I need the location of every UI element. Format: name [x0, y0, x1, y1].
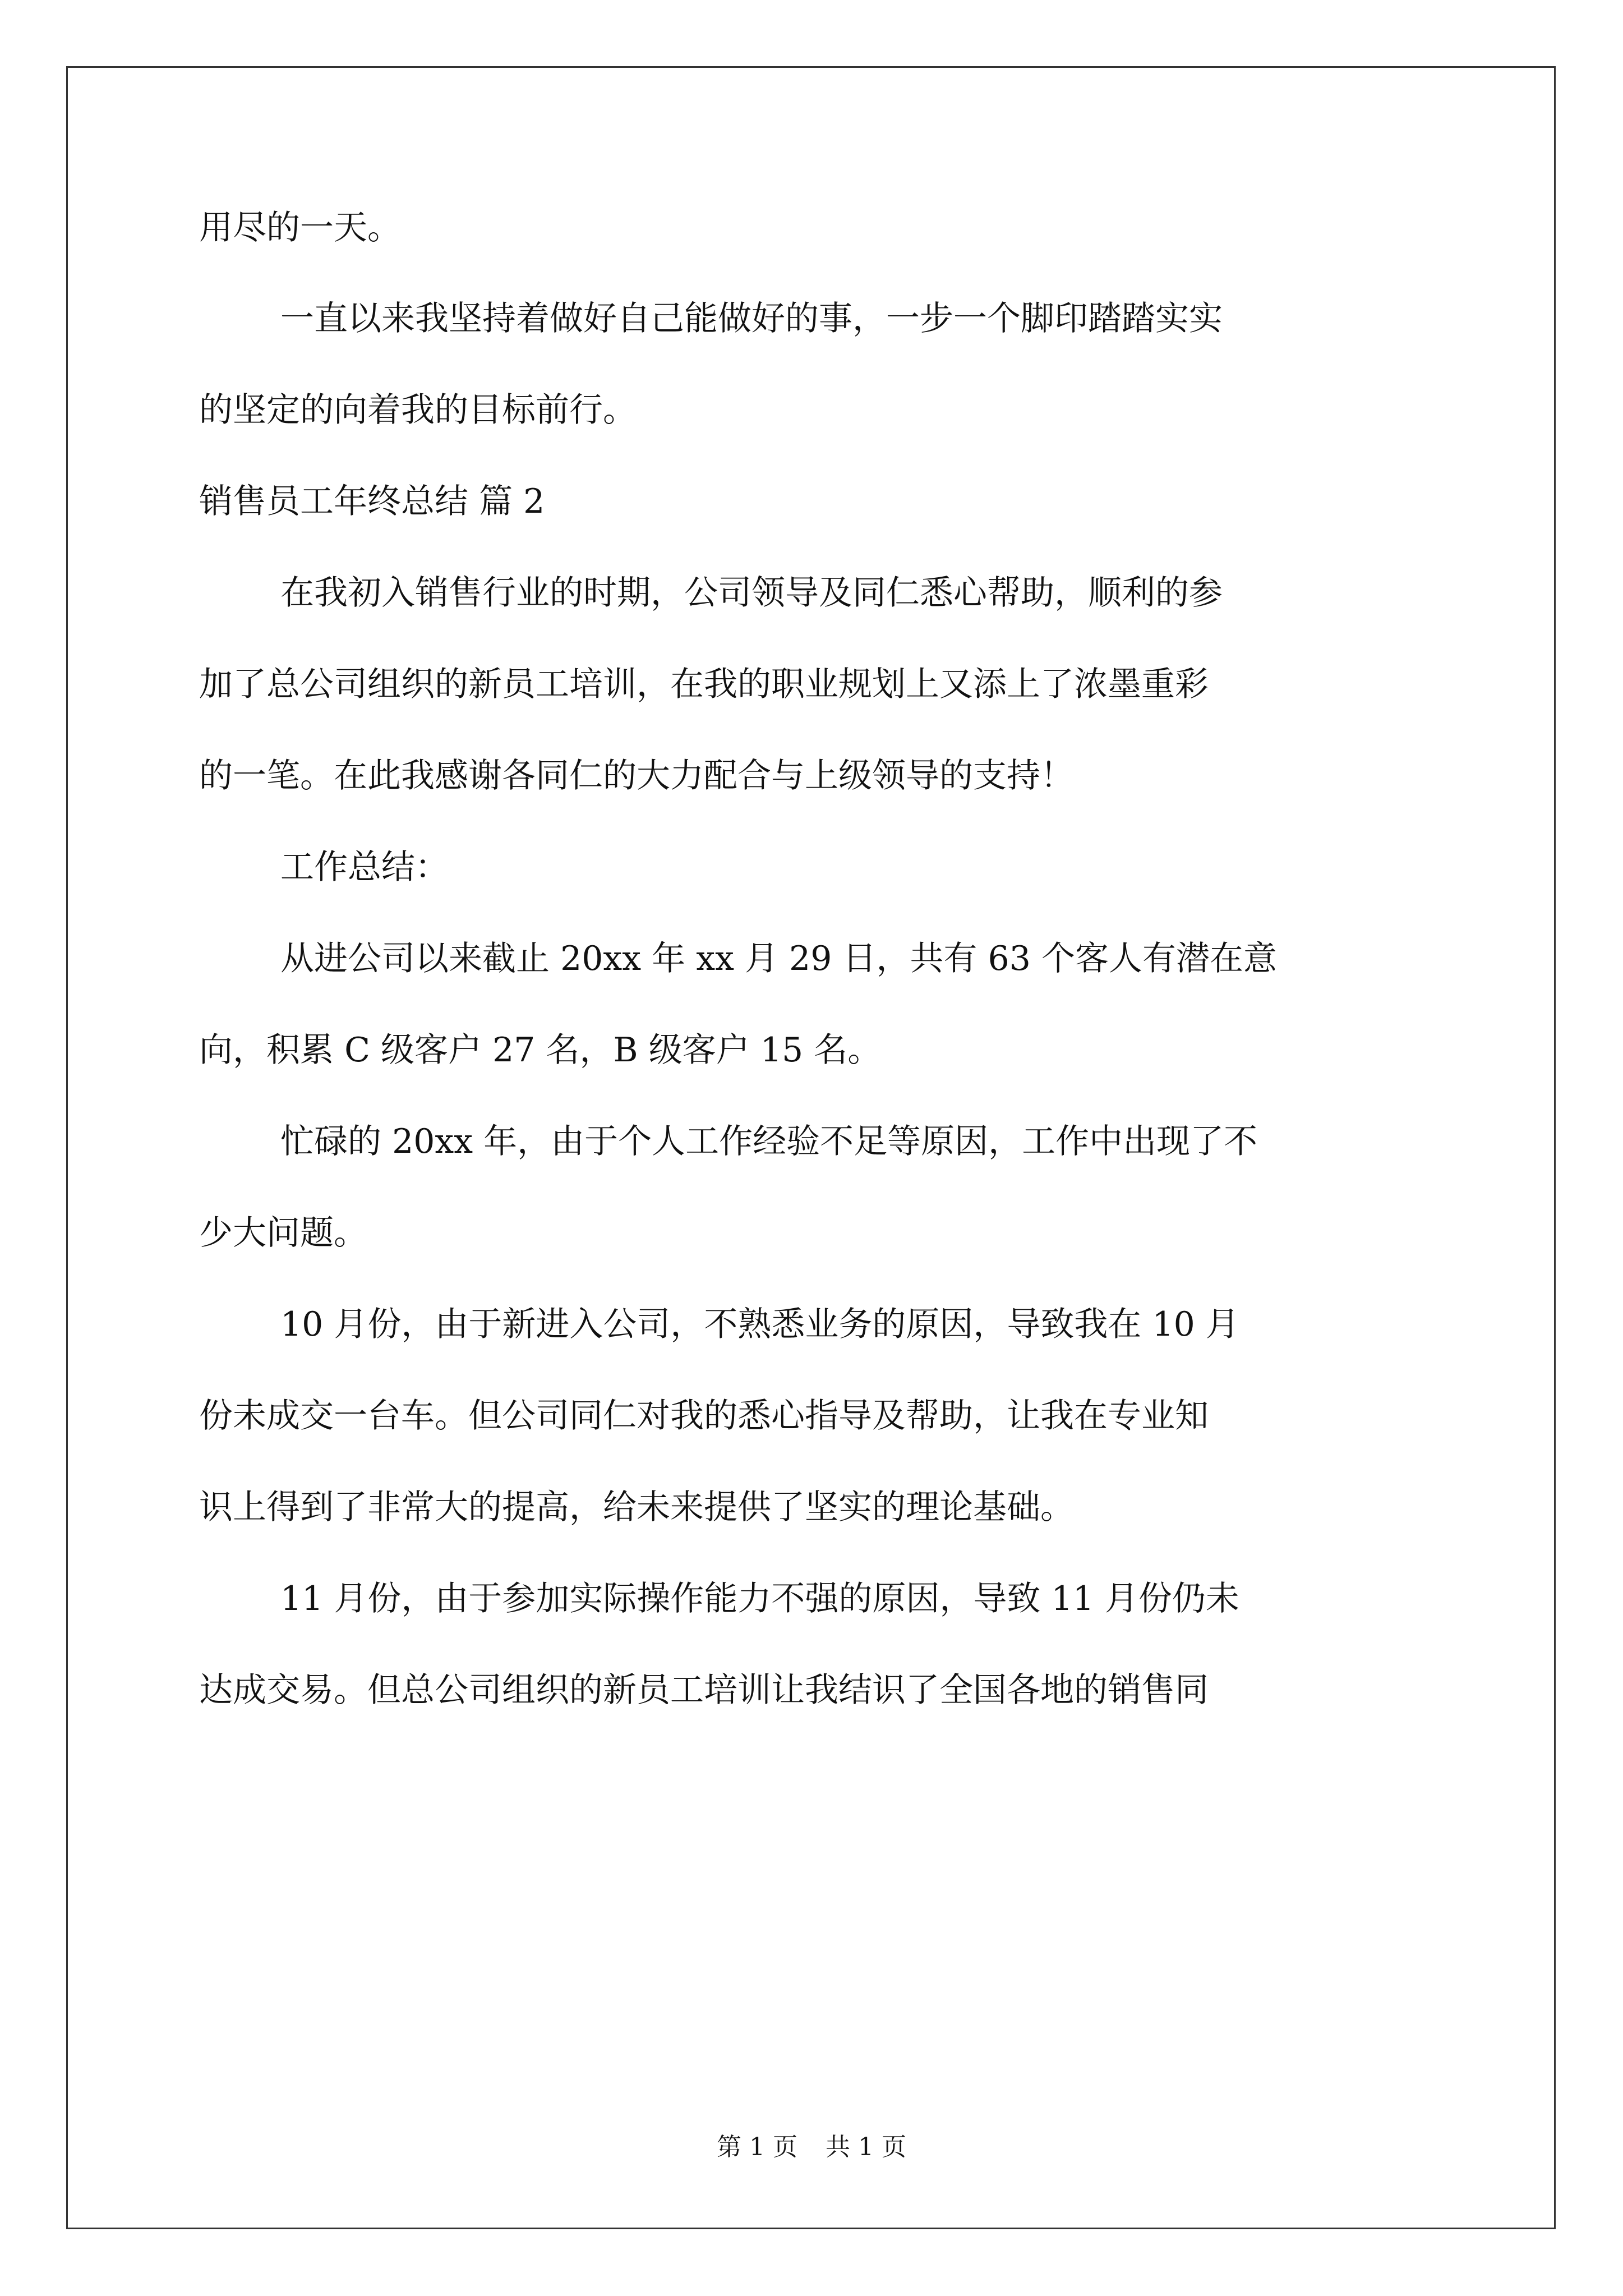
- text-line-7: 的一笔。在此我感谢各同仁的大力配合与上级领导的支持！: [199, 756, 1074, 795]
- text-line-6: 加了总公司组织的新员工培训，在我的职业规划上又添上了浓墨重彩: [199, 665, 1209, 704]
- text-line-2: 一直以来我坚持着做好自己能做好的事，一步一个脚印踏踏实实: [280, 299, 1223, 338]
- text-line-17: 达成交易。但总公司组织的新员工培训让我结识了全国各地的销售同: [199, 1671, 1209, 1710]
- text-line-9: 从进公司以来截止 20xx 年 xx 月 29 日，共有 63 个客人有潜在意: [280, 939, 1277, 978]
- text-line-1: 用尽的一天。: [199, 208, 401, 247]
- page-footer: [0, 2132, 1623, 2163]
- text-line-8: 工作总结：: [280, 848, 449, 887]
- text-line-15: 识上得到了非常大的提高，给未来提供了坚实的理论基础。: [199, 1488, 1074, 1527]
- text-line-10: 向，积累 C 级客户 27 名，B 级客户 15 名。: [199, 1030, 882, 1070]
- page-total: 共 1 页: [826, 2133, 906, 2161]
- text-line-14: 份未成交一台车。但公司同仁对我的悉心指导及帮助，让我在专业知: [199, 1396, 1209, 1435]
- text-line-16: 11 月份，由于参加实际操作能力不强的原因，导致 11 月份仍未: [280, 1579, 1239, 1618]
- text-line-5: 在我初入销售行业的时期，公司领导及同仁悉心帮助，顺利的参: [280, 573, 1223, 613]
- text-line-3: 的坚定的向着我的目标前行。: [199, 390, 637, 430]
- section-heading: 销售员工年终总结 篇 2: [199, 482, 545, 521]
- text-line-11: 忙碌的 20xx 年，由于个人工作经验不足等原因，工作中出现了不: [280, 1122, 1258, 1161]
- text-line-12: 少大问题。: [199, 1213, 367, 1253]
- text-line-13: 10 月份，由于新进入公司，不熟悉业务的原因，导致我在 10 月: [280, 1305, 1239, 1344]
- page-number: 第 1 页: [717, 2133, 797, 2161]
